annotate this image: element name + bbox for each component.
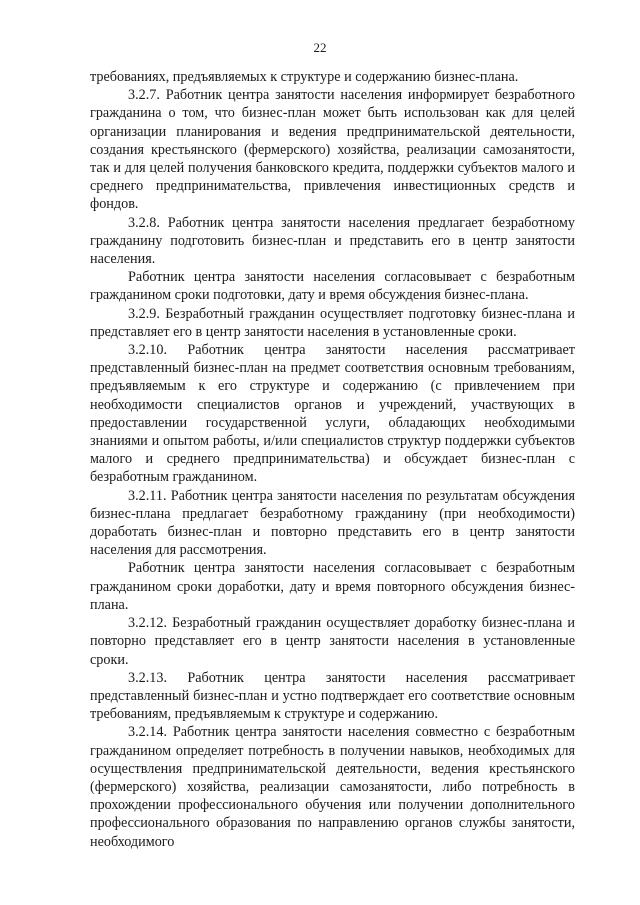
paragraph-3-2-9: 3.2.9. Безработный гражданин осуществляет подготовку бизнес-плана и представляет его в центр занятости населения в установленные сроки.: [90, 305, 575, 340]
paragraph-3-2-10: 3.2.10. Работник центра занятости населения рассматривает представленный бизнес-план на предмет соответствия основным требованиям, предъявляемым к его структуре и содержанию (с привлечением при необходимости специалистов органов и учреждений, участвующих в предоставлении государственной услуги, обладающих необходимыми знаниями и опытом работы, и/или специалистов структур поддержки субъектов малого и среднего предпринимательства) и обсуждает бизнес-план с безработным гражданином.: [90, 342, 575, 486]
page-number: 22: [313, 40, 327, 55]
paragraph-3-2-11: 3.2.11. Работник центра занятости населения по результатам обсуждения бизнес-плана предлагает безработному гражданину (при необходимости) доработать бизнес-план и повторно представить его в центр занятости населения для рассмотрения.: [90, 487, 575, 559]
document-body: [90, 68, 575, 851]
paragraph-3-2-8: 3.2.8. Работник центра занятости населения предлагает безработному гражданину подготовить бизнес-план и представить его в центр занятости населения.: [90, 214, 575, 268]
paragraph-continuation: требованиях, предъявляемых к структуре и содержанию бизнес-плана.: [90, 69, 519, 85]
paragraph-3-2-8-schedule: Работник центра занятости населения согласовывает с безработным гражданином сроки подготовки, дату и время обсуждения бизнес-плана.: [90, 269, 575, 304]
paragraph-3-2-7: 3.2.7. Работник центра занятости населения информирует безработного гражданина о том, что бизнес-план может быть использован как для целей организации планирования и ведения предпринимательской деятельности, создания крестьянского (фермерского) хозяйства, реализации самозанятости, так и для целей получения банковского кредита, поддержки субъектов малого и среднего предпринимательства, привлечения инвестиционных средств и фондов.: [90, 87, 575, 213]
paragraph-3-2-13: 3.2.13. Работник центра занятости населения рассматривает представленный бизнес-план и устно подтверждает его соответствие основным требованиям, предъявляемым к структуре и содержанию.: [90, 669, 575, 723]
paragraph-3-2-12: 3.2.12. Безработный гражданин осуществляет доработку бизнес-плана и повторно представляет его в центр занятости населения в установленные сроки.: [90, 615, 575, 668]
paragraph-3-2-14: 3.2.14. Работник центра занятости населения совместно с безработным гражданином определяет потребность в получении навыков, необходимых для осуществления предпринимательской деятельности, ведения крестьянского (фермерского) хозяйства, реализации самозанятости, либо потребность в прохождении профессионального обучения или получении дополнительного профессионального образования по направлению органов службы занятости, необходимого: [90, 724, 575, 850]
paragraph-3-2-11-schedule: Работник центра занятости населения согласовывает с безработным гражданином сроки доработки, дату и время повторного обсуждения бизнес-плана.: [90, 560, 575, 613]
